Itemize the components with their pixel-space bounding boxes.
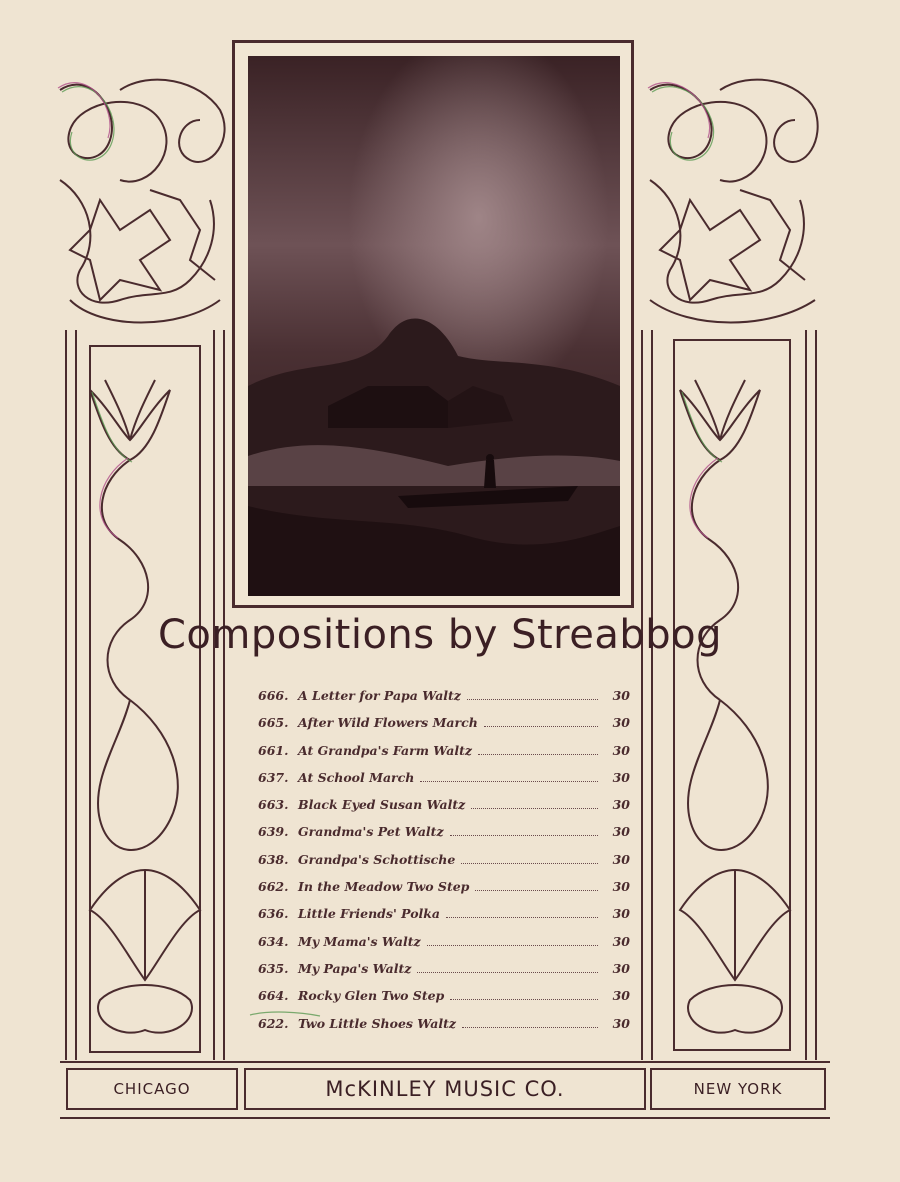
composition-price: 30 — [612, 879, 630, 895]
composition-number: 639. — [258, 824, 289, 840]
list-item — [258, 906, 630, 933]
composition-price: 30 — [612, 988, 630, 1004]
dot-leader — [484, 726, 598, 727]
list-item — [258, 743, 630, 770]
composition-price: 30 — [612, 906, 630, 922]
composition-number: 666. — [258, 688, 289, 703]
composition-number: 634. — [258, 933, 289, 949]
composition-price: 30 — [612, 1015, 630, 1031]
dot-leader — [467, 699, 598, 700]
composition-price: 30 — [612, 715, 630, 731]
composition-title: My Mama's Waltz — [298, 933, 421, 949]
dot-leader — [478, 754, 598, 755]
composition-number: 662. — [258, 879, 289, 895]
composition-title: At Grandpa's Farm Waltz — [298, 742, 472, 758]
composition-title: After Wild Flowers March — [298, 715, 478, 731]
dot-leader — [450, 835, 598, 836]
list-item — [258, 770, 630, 797]
composition-title: At School March — [298, 769, 415, 785]
composition-number: 622. — [258, 1015, 289, 1031]
composition-title: A Letter for Papa Waltz — [298, 688, 461, 703]
list-item — [258, 715, 630, 742]
composition-number: 664. — [258, 988, 289, 1004]
list-item — [258, 688, 630, 715]
composition-price: 30 — [612, 797, 630, 813]
composition-number: 665. — [258, 715, 289, 731]
dot-leader — [427, 945, 598, 946]
page-title: Compositions by Streabbog — [157, 612, 723, 658]
composition-number: 636. — [258, 906, 289, 922]
list-item — [258, 879, 630, 906]
composition-price: 30 — [612, 960, 630, 976]
dot-leader — [461, 863, 598, 864]
composition-price: 30 — [612, 824, 630, 840]
list-item — [258, 934, 630, 961]
composition-price: 30 — [612, 742, 630, 758]
composition-title: Little Friends' Polka — [298, 906, 441, 922]
composition-title: Two Little Shoes Waltz — [298, 1015, 456, 1031]
dot-leader — [471, 808, 598, 809]
composition-title: Rocky Glen Two Step — [298, 988, 445, 1004]
composition-number: 635. — [258, 960, 289, 976]
dot-leader — [450, 999, 598, 1000]
composition-number: 638. — [258, 851, 289, 867]
composition-list — [258, 688, 630, 1043]
dot-leader — [475, 890, 598, 891]
left-column-rail — [66, 330, 76, 1060]
composition-title: My Papa's Waltz — [298, 960, 412, 976]
composition-title: Black Eyed Susan Waltz — [298, 797, 466, 813]
composition-number: 637. — [258, 769, 289, 785]
dot-leader — [462, 1027, 598, 1028]
composition-price: 30 — [612, 933, 630, 949]
dot-leader — [420, 781, 598, 782]
composition-title: Grandpa's Schottische — [298, 851, 456, 867]
list-item — [258, 988, 630, 1015]
composition-price: 30 — [612, 851, 630, 867]
footer-publisher: McKINLEY MUSIC CO. — [244, 1068, 646, 1110]
footer-city-new-york: NEW YORK — [650, 1068, 826, 1110]
list-item — [258, 1016, 630, 1043]
dot-leader — [417, 972, 598, 973]
list-item — [258, 797, 630, 824]
list-item — [258, 852, 630, 879]
composition-number: 663. — [258, 797, 289, 813]
dot-leader — [446, 917, 598, 918]
composition-price: 30 — [612, 688, 630, 703]
composition-title: In the Meadow Two Step — [298, 879, 470, 895]
composition-price: 30 — [612, 769, 630, 785]
list-item — [258, 961, 630, 988]
composition-number: 661. — [258, 742, 289, 758]
footer-city-chicago: CHICAGO — [66, 1068, 238, 1110]
landscape-photo — [248, 56, 620, 596]
list-item — [258, 824, 630, 851]
composition-title: Grandma's Pet Waltz — [298, 824, 444, 840]
